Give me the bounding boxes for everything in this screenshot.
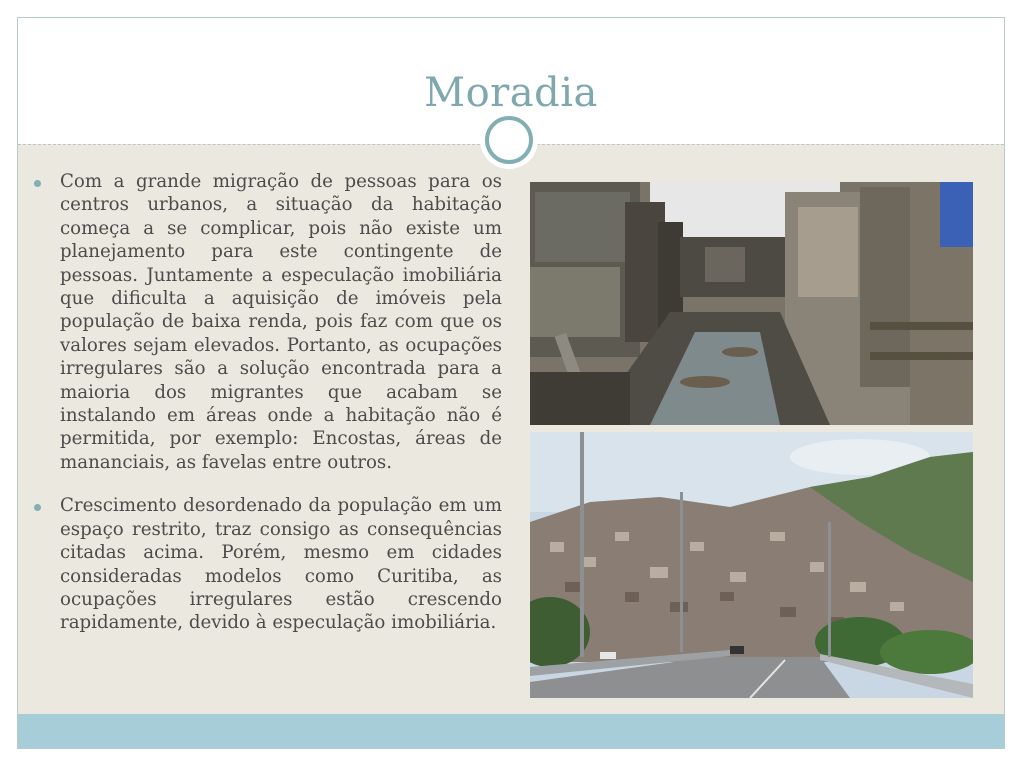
hillside-favela-photo	[530, 432, 973, 698]
slum-alley-photo	[530, 182, 973, 425]
bullet-dot-icon	[34, 504, 41, 511]
bullet-item	[34, 170, 502, 474]
circle-ring-icon	[485, 116, 533, 164]
bullet-dot-icon	[34, 180, 41, 187]
bullet-list	[34, 170, 502, 655]
bullet-text: Com a grande migração de pessoas para os centros urbanos, a situação da habitação começa a se complicar, pois não existe um planejamento para este contingente de pessoas. Juntamente a especulação imobiliária que dificulta a aquisição de imóveis pela população de baixa renda, pois faz com que os valores sejam elevados. Portanto, as ocupações irregulares são a solução encontrada para a maioria dos migrantes que acabam se instalando em áreas onde a habitação não é permitida, por exemplo: Encostas, áreas de mananciais, as favelas entre outros.	[60, 171, 502, 473]
bullet-text: Crescimento desordenado da população em um espaço restrito, traz consigo as consequências citadas acima. Porém, mesmo em cidades consideradas modelos como Curitiba, as ocupações irregulares estão crescendo rapidamente, devido à especulação imobiliária.	[60, 495, 502, 634]
bullet-item	[34, 494, 502, 634]
slide-title: Moradia	[424, 70, 598, 116]
footer-band	[18, 714, 1004, 748]
